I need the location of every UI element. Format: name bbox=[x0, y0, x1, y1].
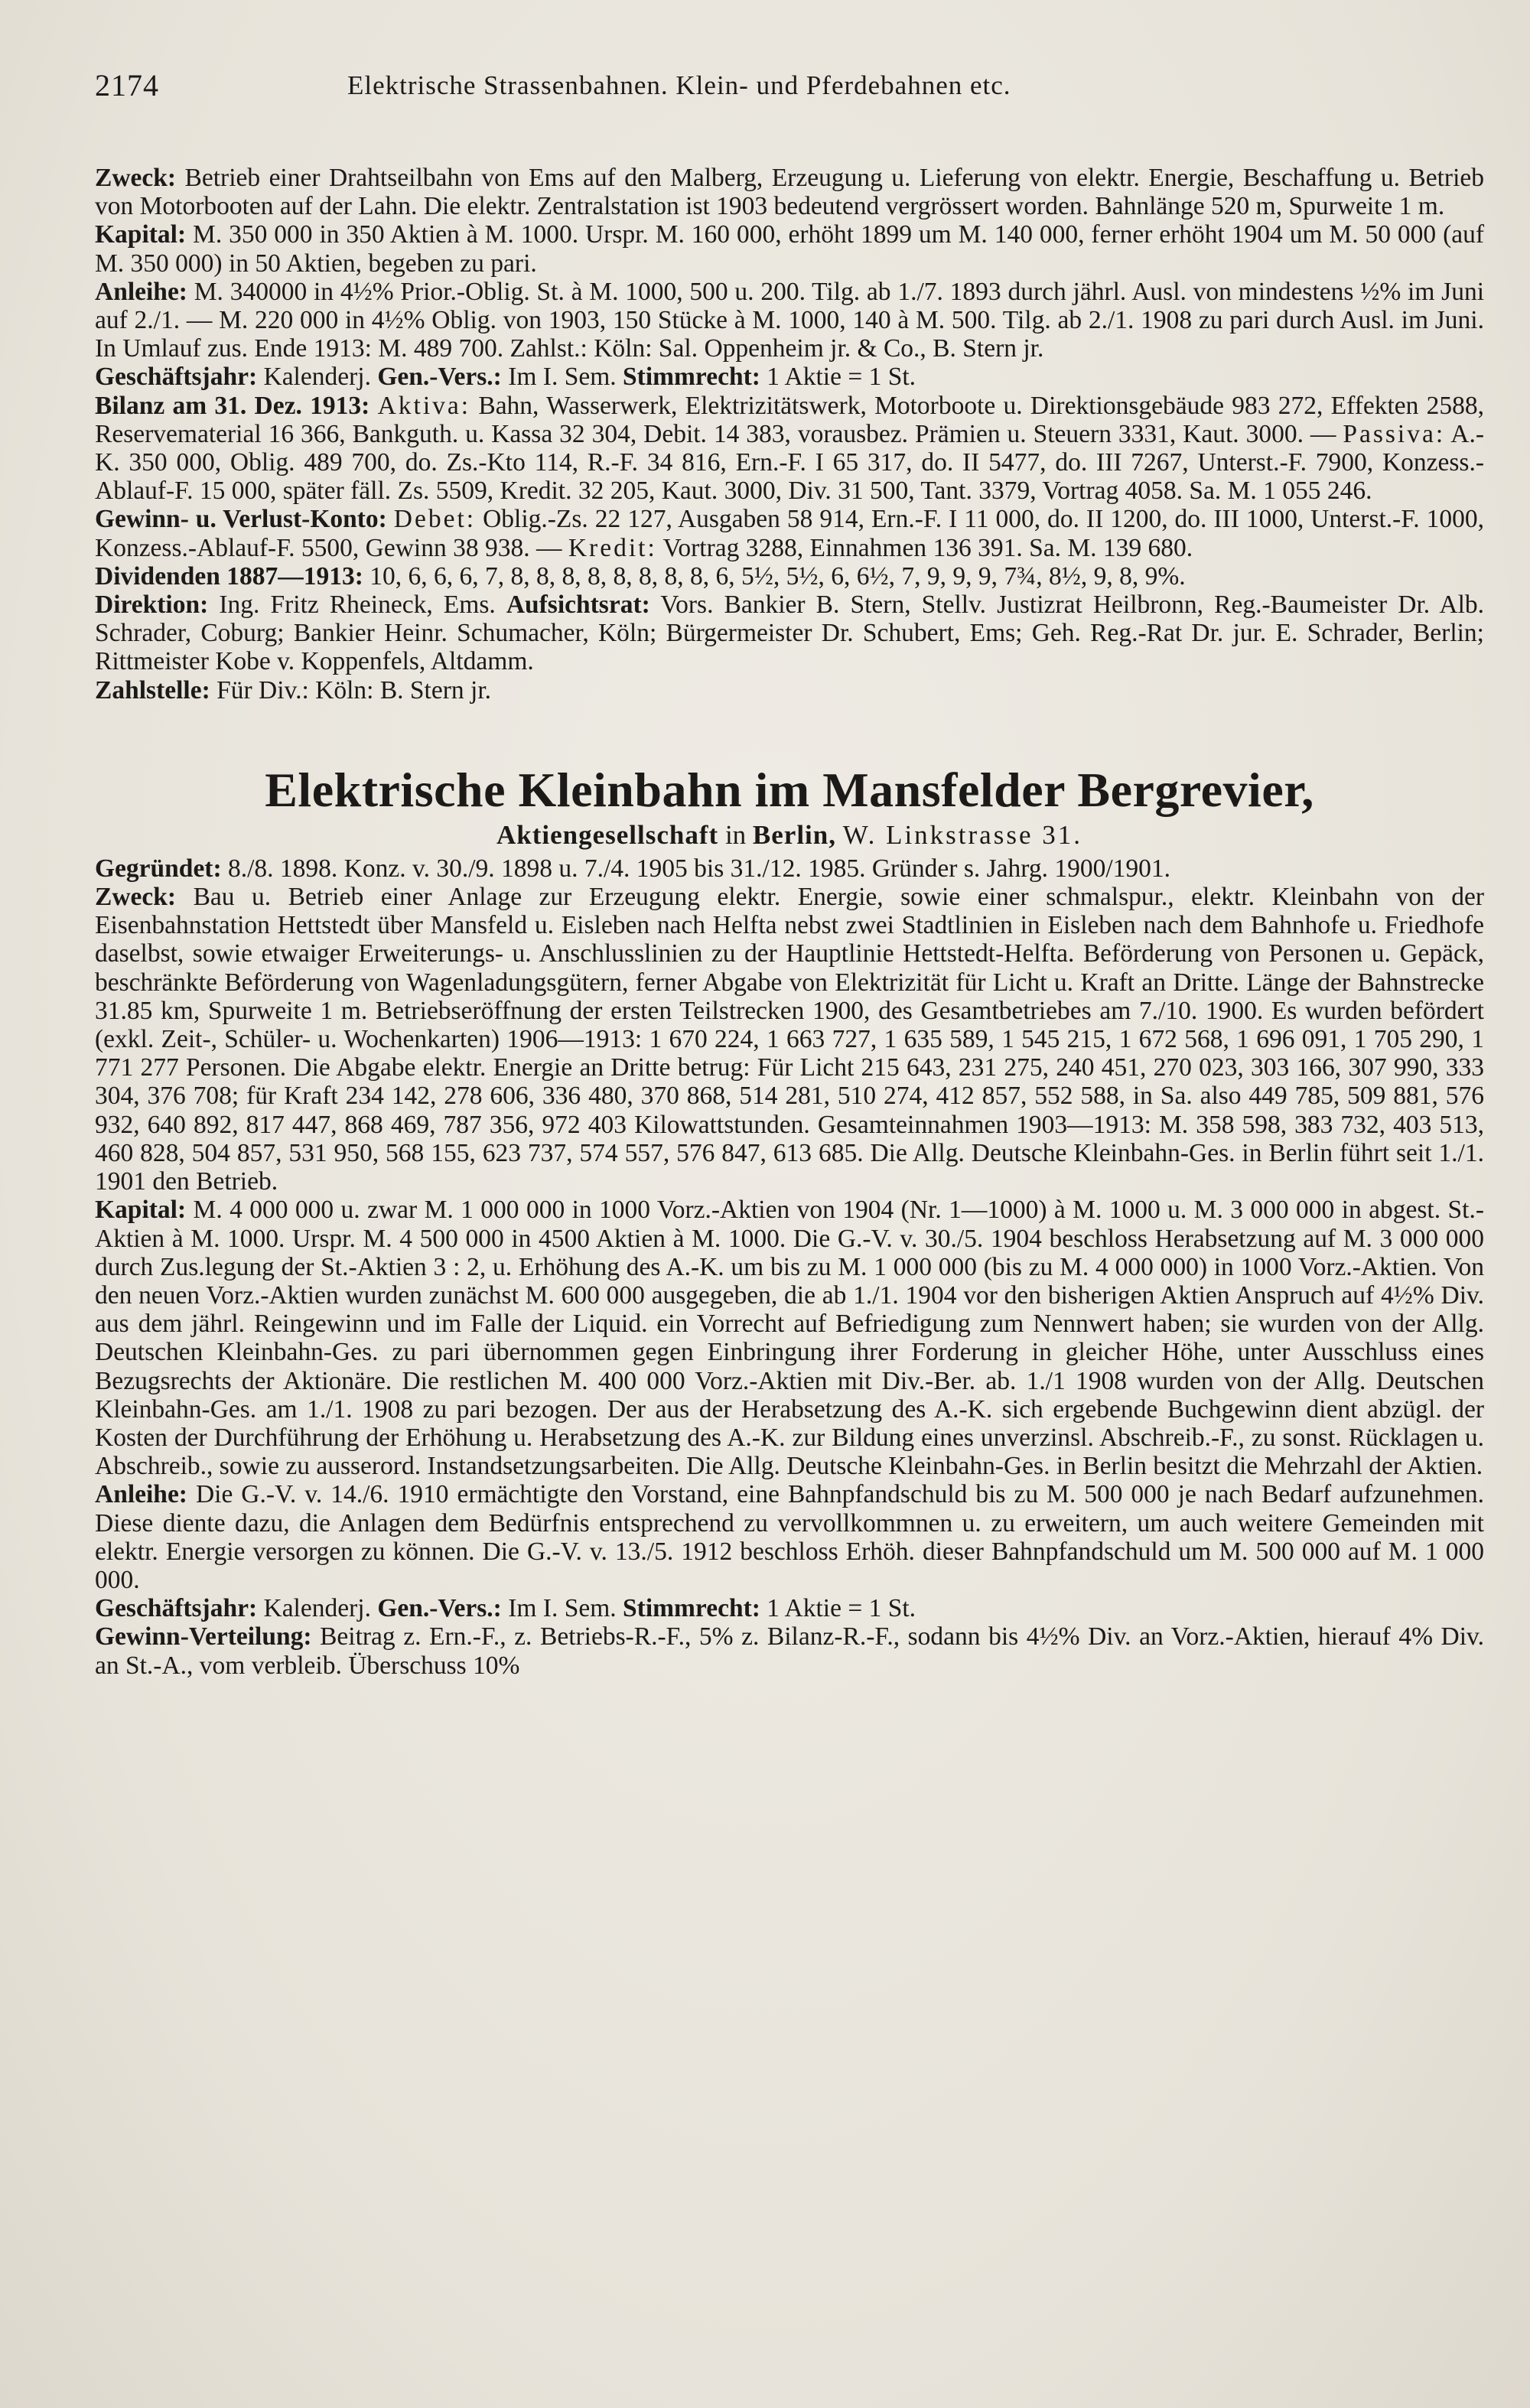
ems-passiva-label: Passiva: bbox=[1343, 419, 1446, 448]
page-number: 2174 bbox=[95, 68, 159, 103]
ems-aufsichtsrat-label: Aufsichtsrat: bbox=[506, 591, 650, 620]
ems-bilanz-label: Bilanz am 31. Dez. 1913: bbox=[95, 391, 370, 420]
ems-zweck bbox=[95, 164, 1484, 220]
ems-dividenden-label: Dividenden 1887—1913: bbox=[95, 561, 363, 591]
ems-debet-text: Oblig.-Zs. 22 127, Ausgaben 58 914, Ern.-F. I 11 000, do. II 1200, do. III 1000, Unterst.-F. 1000, Konzess.-Ablauf-F. 5500, Gewinn 38 938. — bbox=[95, 505, 1484, 562]
ems-gewinn-label: Gewinn- u. Verlust-Konto: bbox=[95, 505, 387, 534]
ems-stimmrecht-label: Stimmrecht: bbox=[623, 363, 760, 392]
ems-anleihe-text: M. 340000 in 4½% Prior.-Oblig. St. à M. 1000, 500 u. 200. Tilg. ab 1./7. 1893 durch jährl. Ausl. von mindestens ½% im Juni auf 2./1. — M. 220 000 in 4½% Oblig. von 1903, 150 Stücke à M. 1000, 140 à M. 500. Tilg. ab 2./1. 1908 zu pari durch Ausl. im Juni. In Umlauf zus. Ende 1913: M. 489 700. Zahlst.: Köln: Sal. Oppenheim jr. & Co., B. Stern jr. bbox=[95, 277, 1485, 363]
mansfeld-anleihe-label: Anleihe: bbox=[95, 1480, 187, 1509]
mansfeld-verteilung-text: Beitrag z. Ern.-F., z. Betriebs-R.-F., 5% z. Bilanz-R.-F., sodann bis 4½% Div. an Vorz.-Aktien, hierauf 4% Div. an St.-A., vom verbleib. Überschuss 10% bbox=[95, 1622, 1485, 1680]
ems-passiva-text: A.-K. 350 000, Oblig. 489 700, do. Zs.-Kto 114, R.-F. 34 816, Ern.-F. I 65 317, do. II 5477, do. III 7267, Unterst.-F. 7900, Konzess.-Ablauf-F. 15 000, später fäll. Zs. 5509, Kredit. 32 205, Kaut. 3000, Div. 31 500, Tant. 3379, Vortrag 4058. Sa. M. 1 055 246. bbox=[95, 419, 1484, 506]
ems-aktiva-text: Bahn, Wasserwerk, Elektrizitätswerk, Motorboote u. Direktionsgebäude 983 272, Effekten 2588, Reservematerial 16 366, Bankguth. u. Kassa 32 304, Debit. 14 383, vorausbez. Prämien u. Steuern 3331, Kaut. 3000. — bbox=[95, 391, 1485, 448]
entry-ems bbox=[95, 164, 1484, 705]
ems-geschaeftsjahr-label: Geschäftsjahr: bbox=[95, 363, 258, 392]
ems-zweck-text: Betrieb einer Drahtseilbahn von Ems auf den Malberg, Erzeugung u. Lieferung von elektr. Energie, Beschaffung u. Betrieb von Motorbooten auf der Lahn. Die elektr. Zentralstation ist 1903 bedeutend vergrössert worden. Bahnlänge 520 m, Spurweite 1 m. bbox=[95, 164, 1485, 221]
mansfeld-genvers-label: Gen.-Vers.: bbox=[377, 1594, 502, 1623]
ems-direktion-label: Direktion: bbox=[95, 591, 209, 620]
ems-geschaeftsjahr-text: Kalenderj. bbox=[263, 363, 371, 392]
mansfeld-geschaeftsjahr-label: Geschäftsjahr: bbox=[95, 1594, 258, 1623]
company-subtitle bbox=[95, 819, 1484, 851]
mansfeld-zweck bbox=[95, 883, 1484, 1196]
ems-kapital-label: Kapital: bbox=[95, 220, 187, 249]
ems-direktion-text: Ing. Fritz Rheineck, Ems. bbox=[219, 591, 496, 620]
mansfeld-kapital-label: Kapital: bbox=[95, 1196, 187, 1225]
ems-aufsichtsrat-text: Vors. Bankier B. Stern, Stellv. Justizrat Heilbronn, Reg.-Baumeister Dr. Alb. Schrader, Coburg; Bankier Heinr. Schumacher, Köln; Bürgermeister Dr. Schubert, Ems; Geh. Reg.-Rat Dr. jur. E. Schrader, Berlin; Rittmeister Kobe v. Koppenfels, Altdamm. bbox=[95, 591, 1484, 676]
ems-zahlstelle-text: Für Div.: Köln: B. Stern jr. bbox=[216, 675, 492, 705]
ems-gewinn-verlust bbox=[95, 505, 1484, 561]
mansfeld-gegruendet-label: Gegründet: bbox=[95, 854, 222, 883]
ems-zahlstelle bbox=[95, 676, 1484, 705]
mansfeld-gegruendet-text: 8./8. 1898. Konz. v. 30./9. 1898 u. 7./4. 1905 bis 31./12. 1985. Gründer s. Jahrg. 1900/1901. bbox=[228, 854, 1171, 883]
company-city: Berlin, bbox=[752, 819, 836, 850]
mansfeld-kapital bbox=[95, 1196, 1484, 1480]
ems-zahlstelle-label: Zahlstelle: bbox=[95, 675, 210, 705]
mansfeld-geschaeftsjahr-text: Kalenderj. bbox=[263, 1594, 371, 1623]
ems-anleihe-label: Anleihe: bbox=[95, 277, 187, 306]
mansfeld-geschaeftsjahr bbox=[95, 1594, 1484, 1622]
company-address: W. Linkstrasse 31. bbox=[842, 819, 1082, 850]
running-head bbox=[95, 67, 1484, 113]
ems-kredit-label: Kredit: bbox=[568, 533, 657, 562]
ems-kapital bbox=[95, 220, 1484, 277]
mansfeld-genvers-text: Im I. Sem. bbox=[508, 1594, 617, 1623]
mansfeld-verteilung-label: Gewinn-Verteilung: bbox=[95, 1622, 312, 1651]
mansfeld-zweck-text: Bau u. Betrieb einer Anlage zur Erzeugung elektr. Energie, sowie einer schmalspur., elektr. Kleinbahn von der Eisenbahnstation Hettstedt über Mansfeld u. Eisleben nach Helfta nebst zwei Stadtlinien in Eisleben nach dem Bahnhofe u. Friedhofe daselbst, sowie etwaiger Erweiterungs- u. Anschlusslinien zu der Hauptlinie Hettstedt-Helfta. Beförderung von Personen u. Gepäck, beschränkte Beförderung von Wagenladungsgütern, ferner Abgabe von Elektrizität für Licht u. Kraft an Dritte. Länge der Bahnstrecke 31.85 km, Spurweite 1 m. Betriebseröffnung der ersten Teilstrecken 1900, des Gesamtbetriebes am 7./10. 1900. Es wurden befördert (exkl. Zeit-, Schüler- u. Wochenkarten) 1906—1913: 1 670 224, 1 663 727, 1 635 589, 1 545 215, 1 672 568, 1 696 091, 1 705 290, 1 771 277 Personen. Die Abgabe elektr. Energie an Dritte betrug: Für Licht 215 643, 231 275, 240 451, 270 023, 303 166, 307 990, 333 304, 376 708; für Kraft 234 142, 278 606, 336 480, 370 868, 514 281, 510 274, 412 857, 552 588, in Sa. also 449 785, 509 881, 576 932, 640 892, 817 447, 868 469, 787 356, 972 403 Kilowattstunden. Gesamteinnahmen 1903—1913: M. 358 598, 383 732, 403 513, 460 828, 504 857, 531 950, 568 155, 623 737, 574 557, 576 847, 613 685. Die Allg. Deutsche Kleinbahn-Ges. in Berlin führt seit 1./1. 1901 den Betrieb. bbox=[95, 883, 1485, 1196]
mansfeld-gewinn-verteilung bbox=[95, 1622, 1484, 1679]
company-form: Aktiengesellschaft bbox=[496, 819, 719, 850]
ems-kapital-text: M. 350 000 in 350 Aktien à M. 1000. Urspr. M. 160 000, erhöht 1899 um M. 140 000, ferner erhöht 1904 um M. 50 000 (auf M. 350 000) in 50 Aktien, begeben zu pari. bbox=[95, 220, 1485, 278]
ems-debet-label: Debet: bbox=[393, 505, 477, 534]
ems-anleihe bbox=[95, 278, 1484, 363]
running-title: Elektrische Strassenbahnen. Klein- und Pferdebahnen etc. bbox=[347, 70, 1011, 100]
ems-genvers-text: Im I. Sem. bbox=[508, 363, 617, 392]
ems-stimmrecht-text: 1 Aktie = 1 St. bbox=[767, 363, 916, 392]
mansfeld-stimmrecht-label: Stimmrecht: bbox=[623, 1594, 760, 1623]
ems-genvers-label: Gen.-Vers.: bbox=[377, 363, 502, 392]
company-in: in bbox=[724, 819, 747, 850]
mansfeld-kapital-text: M. 4 000 000 u. zwar M. 1 000 000 in 1000 Vorz.-Aktien von 1904 (Nr. 1—1000) à M. 1000 u. M. 3 000 000 in abgest. St.-Aktien à M. 1000. Urspr. M. 4 500 000 in 4500 Aktien à M. 1000. Die G.-V. v. 30./5. 1904 beschloss Herabsetzung auf M. 3 000 000 durch Zus.legung der St.-Aktien 3 : 2, u. Erhöhung des A.-K. um bis zu M. 1 000 000 (bis zu M. 4 000 000) in 1000 Vorz.-Aktien. Von den neuen Vorz.-Aktien wurden zunächst M. 600 000 ausgegeben, die ab 1./1. 1904 vor den bisherigen Aktien Anspruch auf 4½% Div. aus dem jährl. Reingewinn und im Falle der Liquid. ein Vorrecht auf Befriedigung zum Nennwert haben; sie wurden von der Allg. Deutschen Kleinbahn-Ges. zu pari übernommen gegen Einbringung ihrer Forderung in gleicher Höhe, unter Ausschluss eines Bezugsrechts der Aktionäre. Die restlichen M. 400 000 Vorz.-Aktien mit Div.-Ber. ab. 1./1 1908 wurden von der Allg. Deutschen Kleinbahn-Ges. am 1./1. 1908 zu pari bezogen. Der aus der Herabsetzung des A.-K. sich ergebende Buchgewinn dient abzügl. der Kosten der Durchführung der Erhöhung u. Herabsetzung des A.-K. zur Bildung eines unverzinsl. Abschreib.-F., zu sonst. Rücklagen u. Abschreib., sowie zu ausserord. Instandsetzungsarbeiten. Die Allg. Deutsche Kleinbahn-Ges. in Berlin besitzt die Mehrzahl der Aktien. bbox=[95, 1196, 1484, 1481]
mansfeld-zweck-label: Zweck: bbox=[95, 883, 177, 912]
ems-bilanz bbox=[95, 392, 1484, 506]
ems-zweck-label: Zweck: bbox=[95, 164, 177, 192]
ems-geschaeftsjahr bbox=[95, 363, 1484, 391]
ems-direktion bbox=[95, 591, 1484, 676]
entry-mansfeld bbox=[95, 854, 1484, 1680]
ems-dividenden-text: 10, 6, 6, 6, 7, 8, 8, 8, 8, 8, 8, 8, 8, 6, 5½, 5½, 6, 6½, 7, 9, 9, 9, 7¾, 8½, 9, 8, 9%. bbox=[369, 561, 1186, 591]
company-title: Elektrische Kleinbahn im Mansfelder Bergrevier, bbox=[265, 762, 1314, 817]
ems-kredit-text: Vortrag 3288, Einnahmen 136 391. Sa. M. 139 680. bbox=[662, 533, 1193, 562]
ems-aktiva-label: Aktiva: bbox=[377, 391, 471, 420]
ems-dividenden bbox=[95, 562, 1484, 591]
mansfeld-gegruendet bbox=[95, 854, 1484, 883]
mansfeld-stimmrecht-text: 1 Aktie = 1 St. bbox=[767, 1594, 916, 1623]
mansfeld-anleihe bbox=[95, 1480, 1484, 1594]
mansfeld-anleihe-text: Die G.-V. v. 14./6. 1910 ermächtigte den Vorstand, eine Bahnpfandschuld bis zu M. 500 000 je nach Bedarf aufzunehmen. Diese diente dazu, die Anlagen dem Bedürfnis entsprechend zu vervollkommnen u. zu erweitern, um auch weitere Gemeinden mit elektr. Energie versorgen zu können. Die G.-V. v. 13./5. 1912 beschloss Erhöh. dieser Bahnpfandschuld um M. 500 000 auf M. 1 000 000. bbox=[95, 1480, 1484, 1594]
